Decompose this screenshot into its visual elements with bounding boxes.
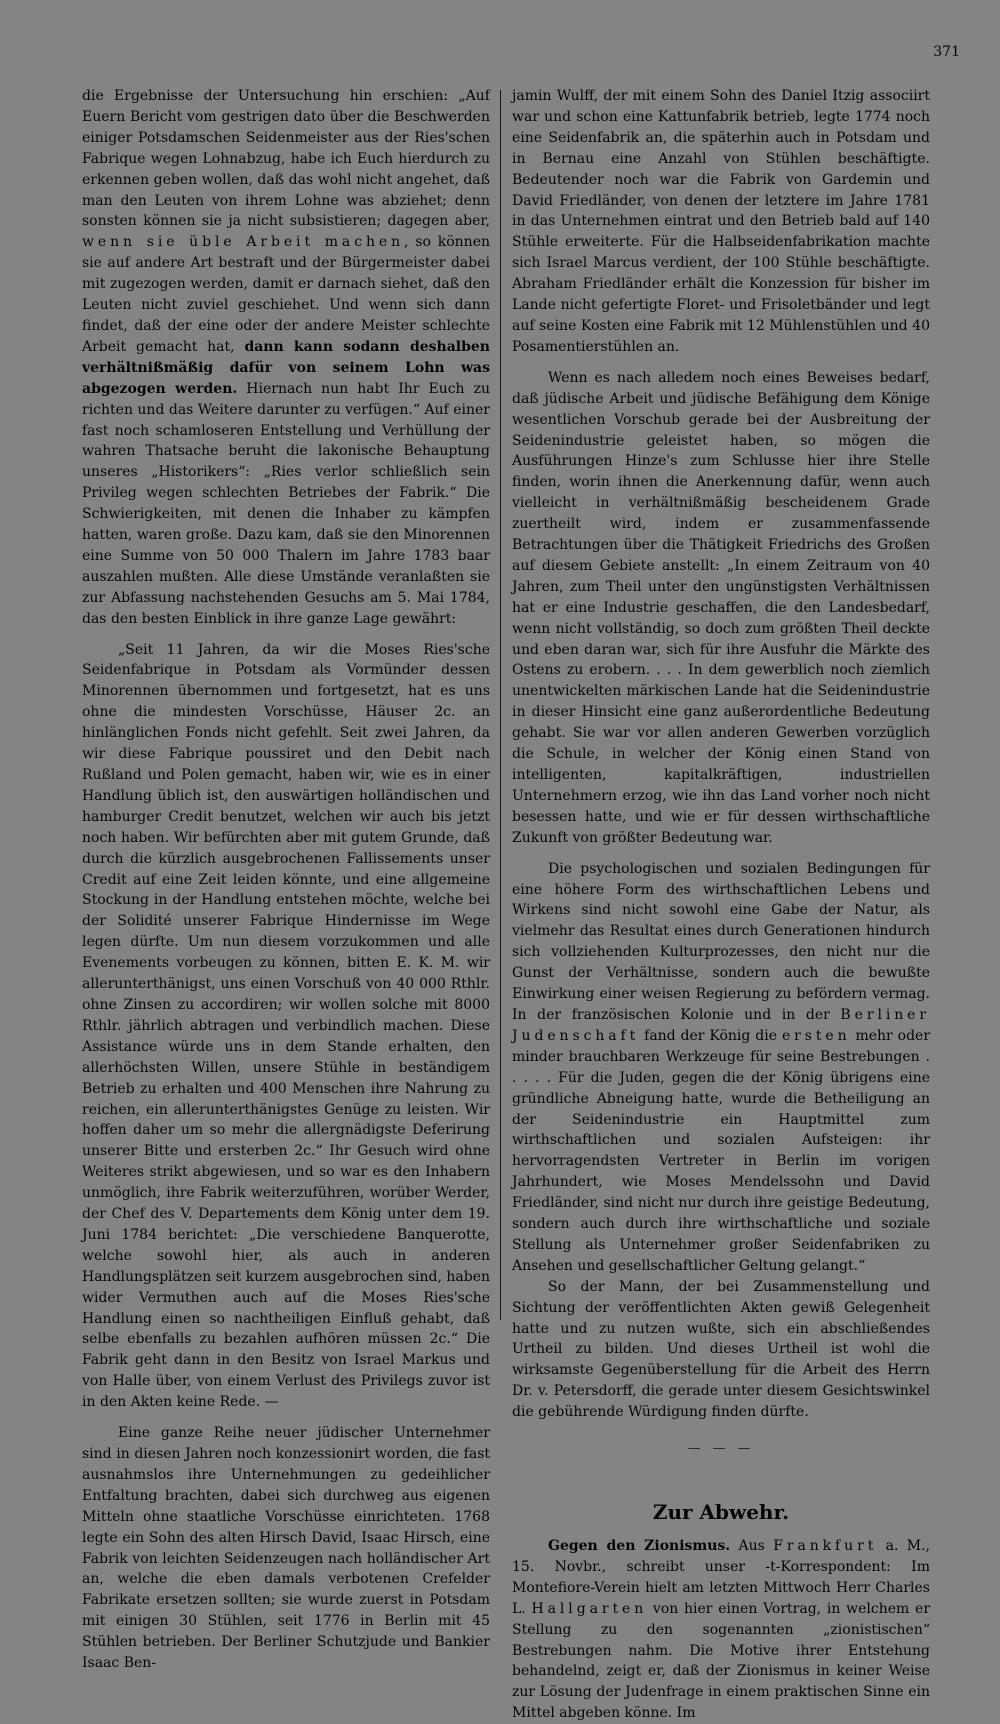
left-paragraph-3: Eine ganze Reihe neuer jüdischer Unternehmer sind in diesen Jahren noch konzessionirt worden, die fast ausnahmslos ihre Unternehmungen zu gedeihlicher Entfaltung brachten, dabei sich durchweg aus eigenen Mitteln ohne staatliche Vorschüsse einrichteten. 1768 legte ein Sohn des alten Hirsch David, Isaac Hirsch, eine Fabrik von leichten Seidenzeugen nach holländischer Art an, welche die eben damals verbotenen Crefelder Fabrikate ersetzen sollten; sie wurde zuerst in Potsdam mit einigen 30 Stühlen, seit 1776 in Berlin mit 45 Stühlen betrieben. Der Berliner Schutzjude und Bankier Isaac Ben- bbox=[82, 1425, 490, 1672]
article-lead: Gegen den Zionismus. bbox=[548, 1538, 731, 1554]
emphasized-text: Frankfurt bbox=[773, 1538, 878, 1554]
right-paragraph-5 bbox=[512, 1536, 930, 1724]
right-paragraph-3 bbox=[512, 859, 930, 1277]
column-divider bbox=[500, 90, 501, 1320]
end-mark: — — — bbox=[687, 1441, 755, 1457]
right-paragraph-1: jamin Wulff, der mit einem Sohn des Daniel Itzig associirt war und schon eine Kattunfabrik betrieb, legte 1774 noch eine Seidenfabrik an, die späterhin auch in Potsdam und in Bernau eine Anzahl von Stühlen beschäftigte. Bedeutender noch war die Fabrik von Gardemin und David Friedländer, von denen der letztere im Jahre 1781 in das Unternehmen eintrat und den Betrieb bald auf 140 Stühle erweiterte. Für die Halbseidenfabrikation machte sich Israel Marcus verdient, der 100 Stühle beschäftigte. Abraham Friedländer erhält die Konzession für bisher im Lande nicht gefertigte Floret- und Frisoletbänder und legt auf seine Kosten eine Fabrik mit 12 Mühlenstühlen und 40 Posamentierstühlen an. bbox=[512, 88, 930, 355]
text-segment: die Ergebnisse der Untersuchung hin erschien: „Auf Euern Bericht vom gestrigen dato über die Beschwerden einiger Potsdamschen Seidenmeister aus der Ries'schen Fabrique wegen Lohnabzug, habe ich Euch hierdurch zu erkennen geben wollen, daß das wohl nicht angehet, daß man den Leuten von ihrem Lohne was abziehet; denn sonsten können sie ja nicht subsistieren; dagegen aber, bbox=[82, 88, 490, 230]
text-segment: Die psychologischen und sozialen Bedingungen für eine höhere Form des wirthschaftlichen Lebens und Wirkens sind nicht sowohl eine Gabe der Natur, als vielmehr das Resultat eines durch Generationen hindurch sich vollziehenden Kulturprozesses, den nicht nur die Gunst der Verhältnisse, sondern auch die bewußte Einwirkung einer weisen Regierung zu befördern vermag. In der französischen Kolonie und in der bbox=[512, 860, 930, 1023]
text-segment: a. M., 15. Novbr., schreibt unser -t-Korrespondent: Im Montefiore-Verein hielt am letzten Mittwoch Herr Charles L. bbox=[512, 1538, 931, 1617]
left-column bbox=[82, 86, 490, 1674]
text-segment: fand der König die bbox=[644, 1027, 778, 1044]
section-title: Zur Abwehr. bbox=[652, 1500, 790, 1524]
text-segment: Hiernach nun habt Ihr Euch zu richten und das Weitere darunter zu verfügen.“ Auf einer fast noch schamloseren Entstellung und Verhüllung der wahren Thatsache beruht die lakonische Behauptung unseres „Historikers“: „Ries verlor schließlich sein Privileg wegen schlechten Betriebes der Fabrik.“ Die Schwierigkeiten, mit denen die Inhaber zu kämpfen hatten, waren große. Dazu kam, daß sie den Minorennen eine Summe von 50 000 Thalern im Jahre 1783 baar auszahlen mußten. Alle diese Umstände veranlaßten sie zur Abfassung nachstehenden Gesuchs am 5. Mai 1784, das den besten Einblick in ihre ganze Lage gewährt: bbox=[82, 380, 490, 627]
left-paragraph-1 bbox=[82, 86, 490, 630]
emphasized-text: ersten bbox=[781, 1027, 851, 1044]
text-segment: , so können sie auf andere Art bestraft und der Bürgermeister dabei mit zugezogen werden, damit er darnach siehet, daß den Leuten nicht zuviel geschiehet. Und wenn sich dann findet, daß der eine oder der andere Meister schlechte Arbeit gemacht hat, bbox=[82, 234, 490, 355]
page-number: 371 bbox=[933, 44, 960, 60]
emphasized-text: Hallgarten bbox=[531, 1600, 648, 1617]
right-column bbox=[512, 86, 930, 1724]
text-segment: von hier einen Vortrag, in welchem er Stellung zu den sogenannten „zionistischen“ Bestrebungen nahm. Die Motive ihrer Entstehung behandelnd, zeigt er, daß der Zionismus in keiner Weise zur Lösung der Judenfrage in einem praktischen Sinne ein Mittel abgeben könne. Im bbox=[512, 1600, 931, 1722]
emphasized-text: wenn sie üble Arbeit machen bbox=[82, 234, 405, 251]
text-segment: mehr oder minder brauchbaren Werkzeuge für seine Bestrebungen . . . . . Für die Juden, gegen die der König übrigens eine gründliche Abneigung hatte, wurde die Betheiligung an der Seidenindustrie ein Hauptmittel zum wirthschaftlichen und sozialen Aufsteigen: ihr hervorragendsten Vertreter in Berlin im vorigen Jahrhundert, wie Moses Mendelssohn und David Friedländer, sind nicht nur durch ihre geistige Bedeutung, sondern auch durch ihre wirthschaftliche und soziale Stellung als Unternehmer großer Seidenfabriken zu Ansehen und gesellschaftlicher Geltung gelangt.“ bbox=[512, 1027, 931, 1274]
text-segment: Aus bbox=[738, 1538, 765, 1554]
emphasized-text: Berliner Judenschaft bbox=[512, 1006, 930, 1044]
left-paragraph-2: „Seit 11 Jahren, da wir die Moses Ries'sche Seidenfabrique in Potsdam als Vormünder dessen Minorennen übernommen und fortgesetzt, hat es uns ohne die mindesten Vorschüsse, Häuser 2c. an hinlänglichen Fonds nicht gefehlt. Seit zwei Jahren, da wir diese Fabrique poussiret und den Debit nach Rußland und Polen gemacht, haben wir, wie es in einer Handlung üblich ist, den auswärtigen holländischen und hamburger Credit benutzet, welchen wir auch bis jetzt noch haben. Wir befürchten aber mit gutem Grunde, daß durch die kürzlich ausgebrochenen Fallissements unser Credit auf eine Zeit leiden könnte, und eine allgemeine Stockung in der Handlung entstehen möchte, welche bei der Solidité unserer Fabrique Hindernisse im Wege legen dürfte. Um nun diesem vorzukommen und alle Evenements vorbeugen zu können, bitten E. K. M. wir allerunterthänigst, uns einen Vorschuß von 40 000 Rthlr. ohne Zinsen zu accordiren; wir wollen solche mit 8000 Rthlr. jährlich abtragen und verbindlich machen. Diese Assistance würde uns in dem Stande erhalten, den allerhöchsten Willen, unsere Stühle in beständigem Betrieb zu erhalten und 400 Menschen ihre Nahrung zu reichen, ein allerunterthänigstes Genüge zu leisten. Wir hoffen daher um so mehr die allergnädigste Deferirung unserer Bitte und ersterben 2c.“ Ihr Gesuch wird ohne Weiteres strikt abgewiesen, und so war es den Inhabern unmöglich, ihre Fabrik weiterzuführen, worüber Werder, der Chef des V. Departements dem König unter dem 19. Juni 1784 berichtet: „Die verschiedene Banquerotte, welche sowohl hier, als auch in anderen Handlungsplätzen seit kurzem ausgebrochen sind, haben wider Vermuthen auch auf die Moses Ries'sche Handlung einen so nachtheiligen Einfluß gehabt, daß selbe ebenfalls zu bezahlen aufhören müssen 2c.“ Die Fabrik geht dann in den Besitz von Israel Markus und von Halle über, von einem Verlust des Privilegs zuvor ist in den Akten keine Rede. — bbox=[82, 641, 490, 1411]
bold-quote: dann kann sodann deshalben verhältnißmäßig dafür von seinem Lohn was abgezogen werden. bbox=[82, 338, 490, 397]
right-paragraph-2: Wenn es nach alledem noch eines Beweises bedarf, daß jüdische Arbeit und jüdische Befähigung dem Könige wesentlichen Vorschub gerade bei der Ausbreitung der Seidenindustrie geleistet haben, so mögen die Ausführungen Hinze's zum Schlusse hier ihre Stelle finden, worin ihnen die Anerkennung dafür, wenn auch vielleicht in verhältnißmäßig bescheidenem Grade zuertheilt wird, indem er zusammenfassende Betrachtungen über die Thätigkeit Friedrichs des Großen auf diesem Gebiete anstellt: „In einem Zeitraum von 40 Jahren, zum Theil unter den ungünstigsten Verhältnissen hat er eine Industrie geschaffen, die den Landesbedarf, wenn nicht vollständig, so doch zum größten Theil deckte und eben daran war, sich für ihre Ausfuhr die Märkte des Ostens zu erobern. . . . In dem gewerblich noch ziemlich unentwickelten märkischen Lande hat die Seidenindustrie in dieser Hinsicht eine ganz außerordentliche Bedeutung gehabt. Sie war vor allen anderen Gewerben vorzüglich die Schule, in welcher der König einen Stand von intelligenten, kapitalkräftigen, industriellen Unternehmern erzog, wie ihn das Land vorher noch nicht besessen hatte, und wie er für dessen wirthschaftliche Zukunft von größter Bedeutung war. bbox=[512, 369, 930, 846]
right-paragraph-4: So der Mann, der bei Zusammenstellung und Sichtung der veröffentlichten Akten gewiß Gelegenheit hatte und zu nutzen wußte, sich ein abschließendes Urtheil zu bilden. Und dieses Urtheil ist wohl die wirksamste Gegenüberstellung für die Arbeit des Herrn Dr. v. Petersdorff, die gerade unter diesem Gesichtswinkel die gebührende Würdigung finden dürfte. bbox=[512, 1278, 930, 1421]
